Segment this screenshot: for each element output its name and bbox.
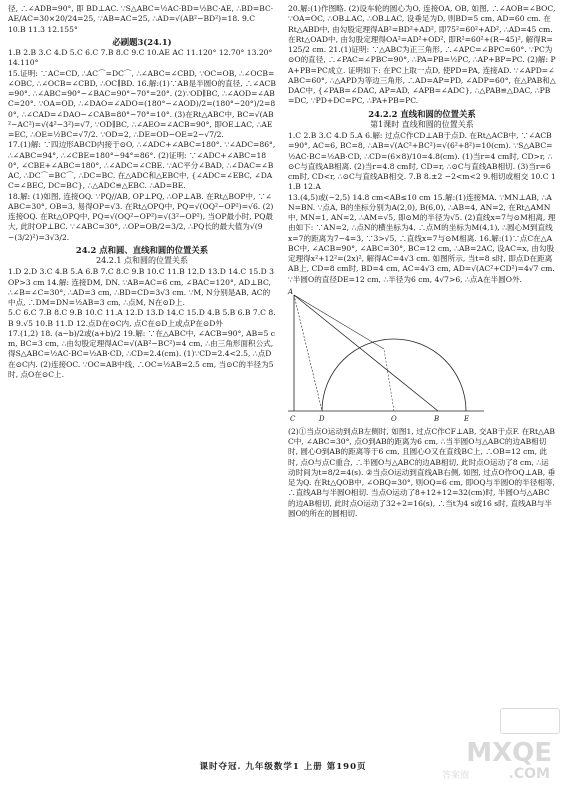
label-b: B <box>434 414 440 423</box>
answer-paragraph: 17.(1)解: ∵四边形ABCD内接于⊙O, ∴∠ADC+∠ABC=180°. ∵∠ADC=86°, ∴∠ABC=94°, ∴∠CBE=180°−94°=86°. (2)证明: ∵∠ADC+∠ABC=180°, ∠CBE+∠ABC=180°, ∴∠ADC=∠CBE. ∵AC平分∠BAD, ∴∠DAC=∠BAC, ∴DC⌒=BC⌒, ∴DC=BC. 在△ADC和△EBC中, {∠ADC=∠EBC, ∠DAC=∠BEC, DC=BC}, ∴△ADC≌△EBC. ∴AD=BE. <box>8 140 276 191</box>
semicircle-o <box>322 339 466 411</box>
page-footer: 课时夺冠. 九年级数学1 上册 第190页 <box>199 762 367 772</box>
radius-oq <box>384 349 394 411</box>
answer-column-left <box>8 4 276 380</box>
label-c: C <box>290 414 296 423</box>
section-heading: 24.2.1 点和圆的位置关系 <box>96 256 188 265</box>
section-heading: 24.2.2 直线和圆的位置关系 <box>368 108 476 119</box>
label-o: O <box>391 414 397 423</box>
answer-paragraph: 15.证明: ∵AC=CD, ∴AC⌒=DC⌒, ∴∠ABC=∠CBD, ∵OC=OB, ∴∠OCB=∠OBC, ∴∠OCB=∠CBD, ∴OC∥BD. 16.解:(1)∵AB是半圆O的直径, ∴∠ACB=90°. ∴∠ABC=90°−∠BAC=90°−70°=20°. (2)∵OD∥BC, ∴∠AOD=∠ABC=20°. ∵OA=OD, ∴∠DAO=∠ADO=(180°−∠AOD)/2=(180°−20°)/2=80°, ∴∠CAD=∠DAO−∠CAB=80°−70°=10°. (3)在Rt△ABC中, BC=√(AB²−AC²)=√(4²−3²)=√7, ∵OD∥BC, ∴∠AEO=∠ACB=90°, 即OE⊥AC, ∴AE=EC, ∴OE=½BC=√7/2. ∵OD=2, ∴DE=OD−OE=2−√7/2. <box>8 68 276 139</box>
watermark-text: MXQE <box>466 738 552 768</box>
answer-paragraph: 1.C 2.B 3.C 4.D 5.A 6.解: 过点C作CD⊥AB于点D. 在Rt△ACB中, ∵∠ACB=90°, AC=6, BC=8, ∴AB=√(AC²+BC²)=√(6²+8²)=10(cm). ∵S△ABC=½AC·BC=½AB·CD, ∴CD=(6×8)/10=4.8(cm). (1)当r=4 cm时, CD>r, ∴⊙C与直线AB相离. (2)当r=4.8 cm时, CD=r, ∴⊙C与直线AB相切. (3)当r=6 cm时, CD<r, ∴⊙C与直线AB相交. 7.B 8.±2 −2<m<2 9.相切或相交 10.C 11.B 12.A <box>288 131 556 192</box>
corner-stamp <box>500 708 560 734</box>
section-heading: 24.2 点和圆、直线和圆的位置关系 <box>75 244 209 255</box>
label-e: E <box>464 414 470 423</box>
answer-paragraph: 1.D 2.D 3.C 4.B 5.A 6.B 7.C 8.C 9.B 10.C 11.B 12.D 13.D 14.C 15.D 3 OP>3 cm 14.解: 连接DM, DN. ∵AB=AC=6 cm, ∠BAC=120°, AD⊥BC, ∴∠B=∠C=30°, ∴AD=3 cm, ∴BD=CD=3√3 cm. ∵M, N分别是AB, AC的中点, ∴DM=DN=½AB=3 cm, ∴点M, N在⊙D上. <box>8 267 275 307</box>
semicircle-diagram <box>288 287 488 425</box>
segment-tangent <box>294 295 384 349</box>
answer-paragraph: 17.(1,2) 18. (a−b)/2或(a+b)/2 19.解: ∵在△ABC中, ∠ACB=90°, AB=5 cm, BC=3 cm, ∴由勾股定理得AC=√(AB²−BC²)=4 cm, ∴由三角形面积公式, 得S△ABC=½AC·BC=½AB·CD, ∴CD=2.4(cm). (1)∵CD=2.4<2.5, ∴点D在⊙C内. (2)连接OC. ∵OC=AB中线, ∴OC=½AB=2.5 cm, 当⊙C的半径为5时, 点O在⊙C上. <box>8 328 276 379</box>
answer-paragraph: 20.解:(1)作图略. (2)设车轮的圆心为O, 连接OA, OB, 如图, ∴∠AOB=∠BOC, ∵OA=OC, ∴OB⊥AC, ∴OB⊥AC, 设垂足为D, 则BD=5 cm, AD=60 cm. 在Rt△ABD中, 由勾股定理得AB²=BD²+AD², 即75²=60²+AD², ∴AD=45 cm. 在Rt△OAD中, 由勾股定理得OA²=AD²+OD², 即R²=60²+(R−45)², 解得R=125/2 cm. 21.(1)证明: ∵△ABC为正三角形, ∴∠APC=∠BPC=60°. ∵PC为⊙O的直径, ∴∠PAC=∠PBC=90°, ∴PA=PB=½PC, ∴AP+BP=PC. (2)解: PA+PB=PC成立. 证明如下: 在PC上取一点D, 使PD=PA, 连接AD. ∵∠APD=∠ABC=60°, ∴△APD为等边三角形, ∴AD=AP=PD, ∠ADP=60°, 在△PAB和△DAC中, {∠PAB=∠DAC, AP=AD, ∠APB=∠ADC}, ∴△PAB≌△DAC, ∴PB=DC, ∵PD+DC=PC, ∴PA+PB=PC. <box>288 4 556 106</box>
geometry-figure <box>288 287 556 425</box>
answer-paragraph: 1.B 2.B 3.C 4.D 5.C 6.C 7.B 8.C 9.C 10.AE AC 11.120° 12.70° 13.20° 14.110° <box>8 48 273 68</box>
segment-ad <box>294 295 322 411</box>
section-heading: 必刷题3(24.1) <box>112 36 172 47</box>
answer-paragraph: (2)①当点O运动到点B左侧时, 如图1, 过点C作CF⊥AB, 交AB于点F. 在Rt△ABC中, ∠ABC=30°, 点O到AB的距离为6 cm, ∴当半圆O与△ABC的边AB相切时, 圆心O到AB的距离等于6 cm, 且圆心O又在直线BC上, ∴OB=12 cm, 此时, 点O与点C重合, ∴半圆O与△ABC的边AB相切, 此时点O运动了8 cm, ∴运动时间为t=8/2=4(s). ②当点O运动到直线AB右侧, 如图, 过点O作OQ⊥AB, 垂足为Q. 在Rt△QOB中, ∠OBQ=30°, 则OQ=6 cm, 即OQ与半圆O的半径相等, ∴直线AB与半圆O相切. 当点O运动了8+12+12=32(cm)时, 半圆O与△ABC的边AB相切, 此时点O运动了32÷2=16(s), ∴当t为4 s或16 s时, 直线AB与半圆O的所在的圆相切. <box>288 426 556 518</box>
label-a: A <box>288 287 294 296</box>
answer-paragraph: 18.解: (1)如图, 连接OQ. ∵PQ//AB, OP⊥PQ, ∴OP⊥AB. 在Rt△BOP中, ∵∠ABC=30°, OB=3, 易得OP=√3. 在Rt△OPQ中, PQ=√(OQ²−OP²)=√6. (2)连接OQ. 在Rt△OPQ中, PQ=√(OQ²−OP²)=√(3²−OP²), 当OP最小时, PQ最大, 此时OP⊥BC. ∵∠ABC=30°, ∴OP=OB/2=3/2, ∴PQ长的最大值为√(9−(3/2)²)=3√3/2. <box>8 191 274 242</box>
segment-ab <box>294 295 438 411</box>
watermark-domain: .COM <box>508 766 550 782</box>
answer-paragraph: 径, ∴∠ADB=90°, 即 BD⊥AC. ∵S△ABC=½AC·BD=½BC·AE, ∴BD=BC·AE/AC=30×20/24=25, ∵AB=AC=25, ∴AD=√(AB²−BD²)=18. 9.C <box>8 4 274 24</box>
label-d: D <box>319 414 325 423</box>
answer-paragraph: 10.B 11.3 12.155° <box>8 24 78 34</box>
answer-paragraph: 5.C 6.C 7.B 8.C 9.B 10.C 11.A 12.D 13.D 14.C 15.D 4.B 5.B 6.B 7.C 8.B 9.√5 10.B 11.D 12.点D在⊙C内, 点C在⊙D上或点P在⊙D外 <box>8 308 276 328</box>
answer-column-right <box>288 4 556 519</box>
watermark-caption: 答案圈 <box>442 771 470 781</box>
answer-paragraph: 13.(4,5)或(−2,5) 14.8 cm<AB≤10 cm 15.解:(1)连接MA. ∵MN⊥AB, ∴AN=BN. ∵点A, B的坐标分别为A(2,0), B(6,0), ∴AB=4, AN=2, 在Rt△AMN中, MN=1, AN=2, ∴AM=√5, 即⊙M的半径为√5. (2)直线x=7与⊙M相离, 理由如下: ∵AN=2, ∴点N的横坐标为4, ∴点M的坐标为M(4,1), ∴圆心M到直线x=7的距离为7−4=3, ∵3>√5, ∴直线x=7与⊙M相离. 16.解:(1)∵点C在△ABC中, ∠ACB=90°, ∠ABC=30°, BC=12 cm, ∴AB=2AC, 设AC=x, 由勾股定理得x²+12²=(2x)², 解得AC=4√3 cm. 如图所示, 当t=8 s时, 即点D在距离AB上, CD=8 cm时, BD=4 cm, AC=4√3 cm, AD=√(AC²+CD²)=4√7 cm. ∵半圆O的直径DE=12 cm, ∴半径为6 cm, 4√7>6, ∴点A在半圆O外. <box>288 192 556 284</box>
section-heading: 第1课时 直线和圆的位置关系 <box>370 119 474 129</box>
